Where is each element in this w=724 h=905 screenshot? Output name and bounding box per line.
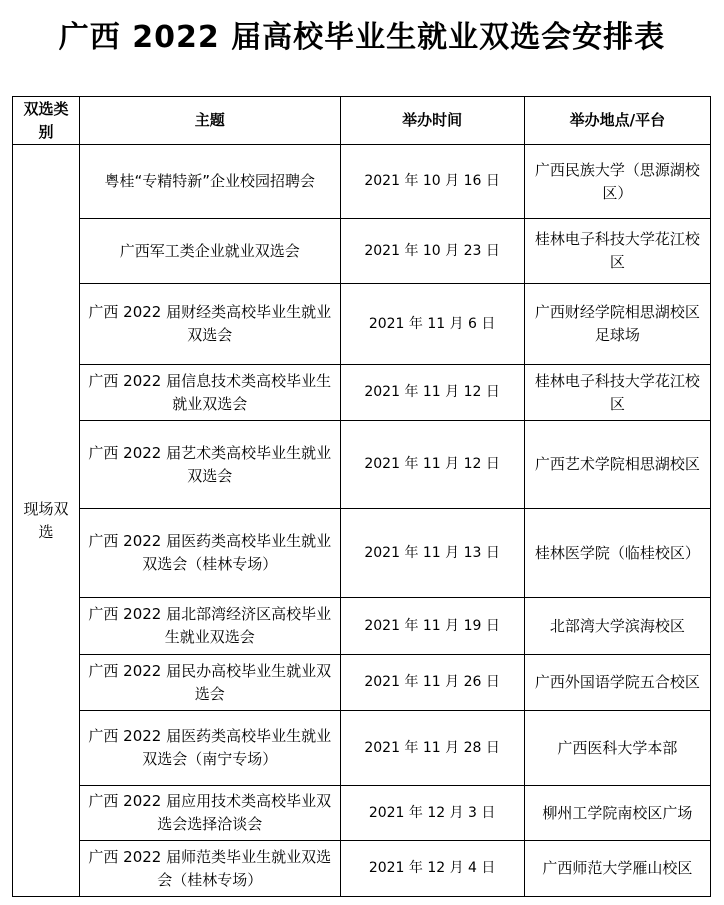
topic-cell: 广西军工类企业就业双选会 [79, 219, 340, 284]
time-cell: 2021 年 10 月 23 日 [340, 219, 524, 284]
place-cell: 广西民族大学（思源湖校区） [524, 145, 710, 219]
place-cell: 桂林医学院（临桂校区） [524, 509, 710, 598]
table-header-row [13, 97, 711, 145]
time-cell: 2021 年 11 月 12 日 [340, 421, 524, 509]
place-cell: 广西艺术学院相思湖校区 [524, 421, 710, 509]
time-cell: 2021 年 12 月 4 日 [340, 841, 524, 897]
topic-cell: 广西 2022 届信息技术类高校毕业生就业双选会 [79, 365, 340, 421]
time-cell: 2021 年 12 月 3 日 [340, 786, 524, 841]
topic-cell: 广西 2022 届北部湾经济区高校毕业生就业双选会 [79, 598, 340, 655]
header-type: 双选类别 [13, 97, 80, 145]
place-cell: 广西医科大学本部 [524, 711, 710, 786]
table-row [13, 786, 711, 841]
header-time: 举办时间 [340, 97, 524, 145]
place-cell: 广西财经学院相思湖校区足球场 [524, 284, 710, 365]
category-cell: 现场双选 [13, 145, 80, 897]
page-title: 广西 2022 届高校毕业生就业双选会安排表 [58, 20, 666, 55]
topic-cell: 广西 2022 届应用技术类高校毕业双选会选择洽谈会 [79, 786, 340, 841]
topic-cell: 广西 2022 届医药类高校毕业生就业双选会（南宁专场） [79, 711, 340, 786]
time-cell: 2021 年 10 月 16 日 [340, 145, 524, 219]
time-cell: 2021 年 11 月 28 日 [340, 711, 524, 786]
table-row [13, 711, 711, 786]
table-row [13, 365, 711, 421]
topic-cell: 广西 2022 届财经类高校毕业生就业双选会 [79, 284, 340, 365]
time-cell: 2021 年 11 月 12 日 [340, 365, 524, 421]
header-place: 举办地点/平台 [524, 97, 710, 145]
time-cell: 2021 年 11 月 13 日 [340, 509, 524, 598]
table-row [13, 219, 711, 284]
topic-cell: 粤桂“专精特新”企业校园招聘会 [79, 145, 340, 219]
topic-cell: 广西 2022 届医药类高校毕业生就业双选会（桂林专场） [79, 509, 340, 598]
table-row [13, 145, 711, 219]
table-row [13, 421, 711, 509]
header-topic: 主题 [79, 97, 340, 145]
topic-cell: 广西 2022 届艺术类高校毕业生就业双选会 [79, 421, 340, 509]
table-row [13, 841, 711, 897]
table-row [13, 655, 711, 711]
place-cell: 柳州工学院南校区广场 [524, 786, 710, 841]
place-cell: 北部湾大学滨海校区 [524, 598, 710, 655]
place-cell: 桂林电子科技大学花江校区 [524, 219, 710, 284]
table-row [13, 284, 711, 365]
place-cell: 广西师范大学雁山校区 [524, 841, 710, 897]
time-cell: 2021 年 11 月 26 日 [340, 655, 524, 711]
table-row [13, 598, 711, 655]
topic-cell: 广西 2022 届师范类毕业生就业双选会（桂林专场） [79, 841, 340, 897]
schedule-table [12, 96, 711, 897]
place-cell: 广西外国语学院五合校区 [524, 655, 710, 711]
place-cell: 桂林电子科技大学花江校区 [524, 365, 710, 421]
topic-cell: 广西 2022 届民办高校毕业生就业双选会 [79, 655, 340, 711]
time-cell: 2021 年 11 月 6 日 [340, 284, 524, 365]
table-row [13, 509, 711, 598]
time-cell: 2021 年 11 月 19 日 [340, 598, 524, 655]
